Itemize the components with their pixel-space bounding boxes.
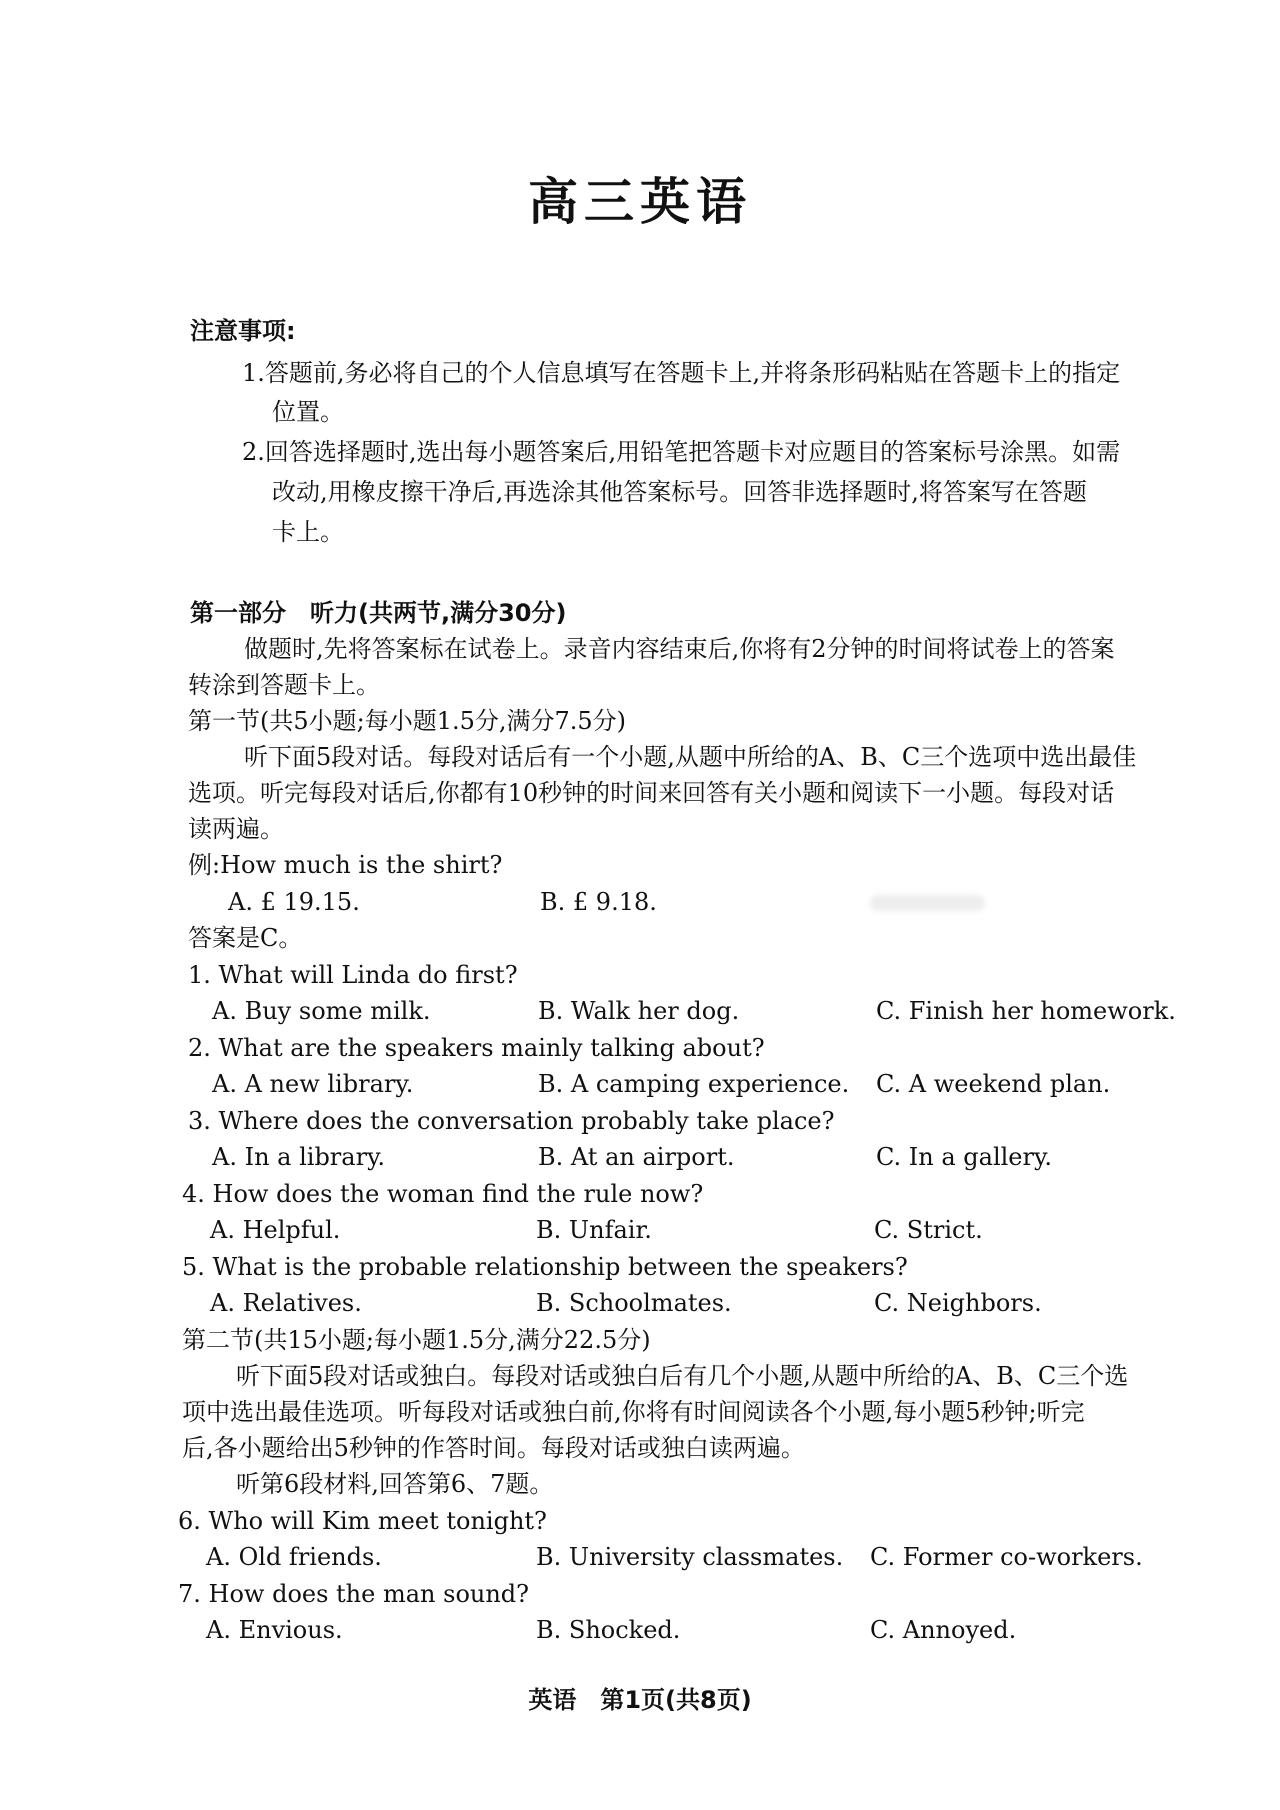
question-4-option-c: C. Strict. (874, 1216, 983, 1244)
question-4-option-a: A. Helpful. (210, 1216, 341, 1244)
material-6-instruction: 听第6段材料,回答第6、7题。 (236, 1470, 554, 1498)
section1-instruction-line-2: 选项。听完每段对话后,你都有10秒钟的时间来回答有关小题和阅读下一小题。每段对话 (188, 779, 1115, 807)
example-answer: 答案是C。 (188, 924, 303, 952)
part1-heading: 第一部分 听力(共两节,满分30分) (190, 599, 567, 627)
question-7: 7. How does the man sound? (178, 1580, 530, 1608)
question-6-option-c: C. Former co-workers. (870, 1543, 1143, 1571)
section2-instruction-line-3: 后,各小题给出5秒钟的作答时间。每段对话或独白读两遍。 (182, 1434, 805, 1462)
notes-item-2-line-3: 卡上。 (272, 518, 344, 546)
question-2-option-b: B. A camping experience. (538, 1070, 850, 1098)
question-5-option-c: C. Neighbors. (874, 1289, 1042, 1317)
section1-heading: 第一节(共5小题;每小题1.5分,满分7.5分) (188, 707, 627, 735)
question-5: 5. What is the probable relationship between the speakers? (182, 1253, 908, 1281)
question-2: 2. What are the speakers mainly talking about? (188, 1034, 765, 1062)
notes-item-2-line-2: 改动,用橡皮擦干净后,再选涂其他答案标号。回答非选择题时,将答案写在答题 (272, 478, 1087, 506)
section2-heading: 第二节(共15小题;每小题1.5分,满分22.5分) (182, 1326, 651, 1354)
question-2-option-c: C. A weekend plan. (876, 1070, 1111, 1098)
question-4-option-b: B. Unfair. (536, 1216, 652, 1244)
question-7-option-b: B. Shocked. (536, 1616, 681, 1644)
notes-item-1-line-2: 位置。 (272, 398, 344, 426)
question-3: 3. Where does the conversation probably take place? (188, 1107, 835, 1135)
page-title: 高三英语 (528, 173, 752, 231)
question-1-option-a: A. Buy some milk. (212, 997, 431, 1025)
section2-instruction-line-1: 听下面5段对话或独白。每段对话或独白后有几个小题,从题中所给的A、B、C三个选 (236, 1362, 1129, 1390)
section1-instruction-line-1: 听下面5段对话。每段对话后有一个小题,从题中所给的A、B、C三个选项中选出最佳 (244, 743, 1137, 771)
notes-heading: 注意事项: (190, 317, 296, 345)
question-1-option-b: B. Walk her dog. (538, 997, 740, 1025)
example-option-a: A. £ 19.15. (228, 888, 360, 916)
page-footer: 英语 第1页(共8页) (528, 1686, 752, 1714)
section2-instruction-line-2: 项中选出最佳选项。听每段对话或独白前,你将有时间阅读各个小题,每小题5秒钟;听完 (182, 1398, 1085, 1426)
part1-intro-line-1: 做题时,先将答案标在试卷上。录音内容结束后,你将有2分钟的时间将试卷上的答案 (244, 635, 1115, 663)
question-3-option-b: B. At an airport. (538, 1143, 735, 1171)
question-1: 1. What will Linda do first? (188, 961, 518, 989)
question-3-option-c: C. In a gallery. (876, 1143, 1052, 1171)
question-5-option-a: A. Relatives. (210, 1289, 362, 1317)
question-2-option-a: A. A new library. (212, 1070, 414, 1098)
question-3-option-a: A. In a library. (212, 1143, 386, 1171)
question-4: 4. How does the woman find the rule now? (182, 1180, 704, 1208)
question-6-option-b: B. University classmates. (536, 1543, 844, 1571)
example-option-b: B. £ 9.18. (540, 888, 657, 916)
section1-instruction-line-3: 读两遍。 (188, 815, 284, 843)
notes-item-1-line-1: 1.答题前,务必将自己的个人信息填写在答题卡上,并将条形码粘贴在答题卡上的指定 (242, 359, 1121, 387)
part1-intro-line-2: 转涂到答题卡上。 (188, 671, 380, 699)
question-6-option-a: A. Old friends. (206, 1543, 382, 1571)
notes-item-2-line-1: 2.回答选择题时,选出每小题答案后,用铅笔把答题卡对应题目的答案标号涂黑。如需 (242, 438, 1121, 466)
question-6: 6. Who will Kim meet tonight? (178, 1507, 547, 1535)
question-5-option-b: B. Schoolmates. (536, 1289, 732, 1317)
erased-mark (870, 895, 985, 911)
example-question: 例:How much is the shirt? (188, 851, 503, 879)
question-1-option-c: C. Finish her homework. (876, 997, 1176, 1025)
question-7-option-a: A. Envious. (206, 1616, 343, 1644)
question-7-option-c: C. Annoyed. (870, 1616, 1017, 1644)
